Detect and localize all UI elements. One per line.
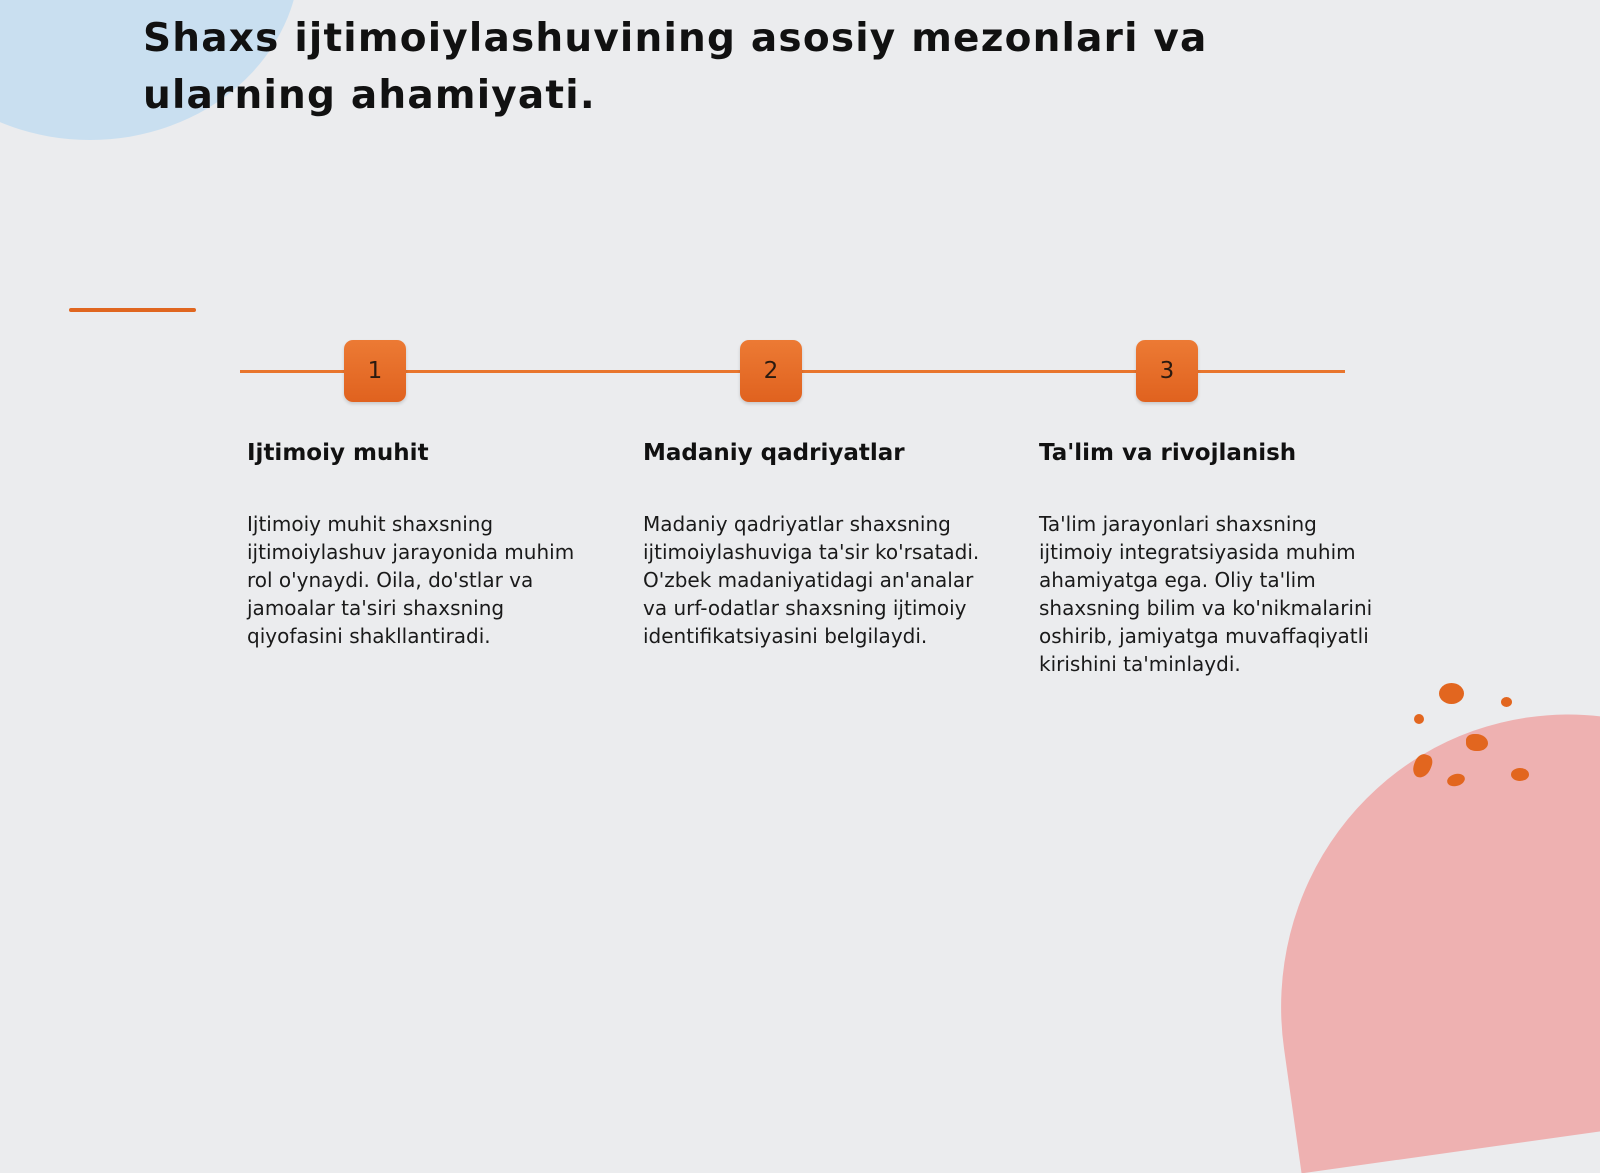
step-badge-2: 2 <box>740 340 802 402</box>
slide-title: Shaxs ijtimoiylashuvining asosiy mezonlari va ularning ahamiyati. <box>143 16 1208 118</box>
step-title-3: Ta'lim va rivojlanish <box>1039 440 1297 466</box>
step-description-3: Ta'lim jarayonlari shaxsning ijtimoiy integratsiyasida muhim ahamiyatga ega. Oliy ta'lim shaxsning bilim va ko'nikmalarini oshirib, jamiyatga muvaffaqiyatli kirishini ta'minlaydi. <box>1039 512 1373 676</box>
step-title-1: Ijtimoiy muhit <box>247 440 429 466</box>
step-description-1: Ijtimoiy muhit shaxsning ijtimoiylashuv jarayonida muhim rol o'ynaydi. Oila, do'stlar va jamoalar ta'siri shaxsning qiyofasini shakllantiradi. <box>247 512 575 648</box>
step-badge-3: 3 <box>1136 340 1198 402</box>
step-badge-1: 1 <box>344 340 406 402</box>
step-description-2: Madaniy qadriyatlar shaxsning ijtimoiylashuviga ta'sir ko'rsatadi. O'zbek madaniyatidagi an'analar va urf-odatlar shaxsning ijtimoiy identifikatsiyasini belgilaydi. <box>643 512 980 648</box>
accent-dash <box>69 308 196 312</box>
step-title-2: Madaniy qadriyatlar <box>643 440 905 466</box>
